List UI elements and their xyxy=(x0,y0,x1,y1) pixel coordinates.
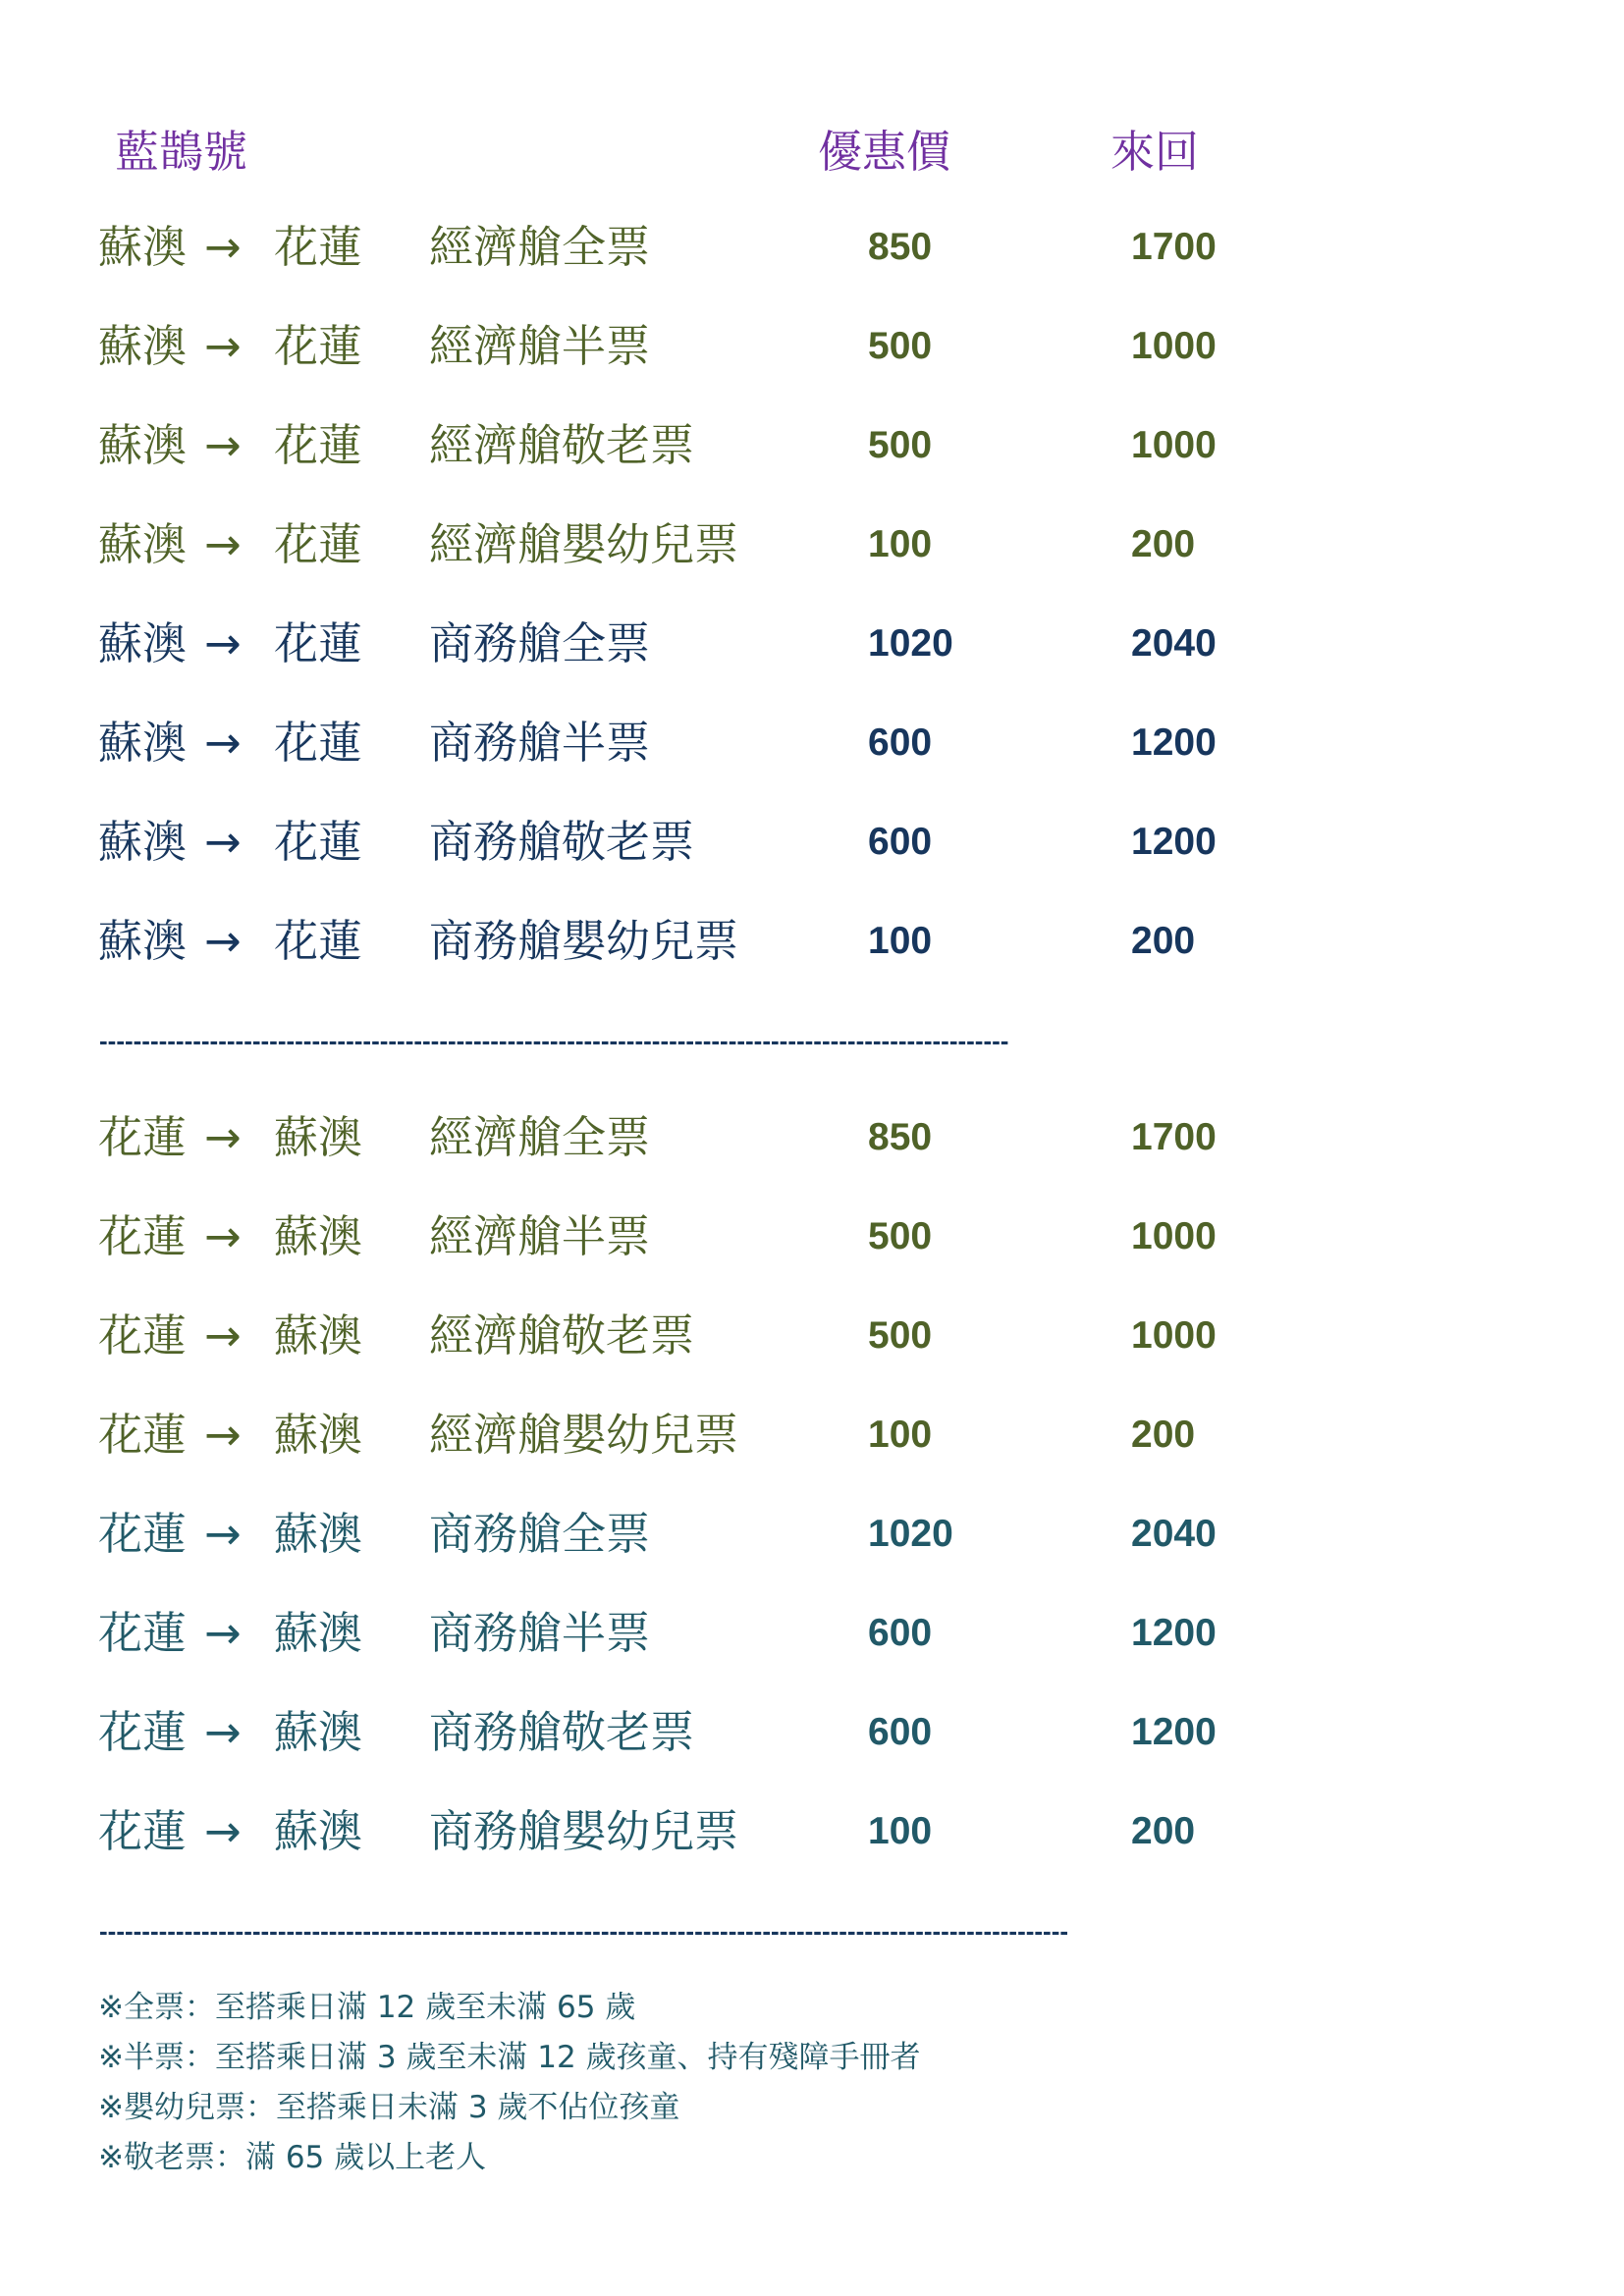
round-trip-price: 1200 xyxy=(1131,1612,1217,1654)
fare-row xyxy=(0,1202,1624,1271)
destination: 蘇澳 xyxy=(274,1111,363,1163)
ship-name: 藍鵲號 xyxy=(115,126,248,178)
right-arrow-icon: → xyxy=(204,419,242,471)
fare-row xyxy=(0,411,1624,480)
fare-row xyxy=(0,1302,1624,1370)
fare-row xyxy=(0,907,1624,976)
origin: 花蓮 xyxy=(98,1409,188,1461)
discount-price: 100 xyxy=(868,523,933,565)
destination: 花蓮 xyxy=(274,816,363,868)
ticket-type: 商務艙全票 xyxy=(429,1508,651,1560)
discount-price: 600 xyxy=(868,1711,933,1753)
note-full-fare: ※全票：至搭乘日滿 12 歲至未滿 65 歲 xyxy=(98,1990,636,2025)
right-arrow-icon: → xyxy=(204,1508,242,1560)
note-half-fare: ※半票：至搭乘日滿 3 歲至未滿 12 歲孩童、持有殘障手冊者 xyxy=(98,2040,921,2075)
destination: 蘇澳 xyxy=(274,1210,363,1262)
round-trip-price: 2040 xyxy=(1131,1513,1217,1555)
origin: 蘇澳 xyxy=(98,419,188,471)
section-divider: ------------------------------------------------------------------------------------------------------------------ xyxy=(99,1916,1069,1946)
fare-row xyxy=(0,1401,1624,1469)
round-trip-price: 1700 xyxy=(1131,1116,1217,1158)
note-infant-fare: ※嬰幼兒票：至搭乘日未滿 3 歲不佔位孩童 xyxy=(98,2090,680,2125)
round-trip-price: 200 xyxy=(1131,920,1196,962)
ticket-type: 經濟艙半票 xyxy=(429,320,651,372)
discount-price: 100 xyxy=(868,920,933,962)
ticket-type: 商務艙嬰幼兒票 xyxy=(429,915,739,967)
destination: 花蓮 xyxy=(274,617,363,669)
destination: 花蓮 xyxy=(274,717,363,769)
destination: 蘇澳 xyxy=(274,1309,363,1362)
origin: 蘇澳 xyxy=(98,717,188,769)
fare-row xyxy=(0,312,1624,381)
right-arrow-icon: → xyxy=(204,1409,242,1461)
round-trip-price: 1000 xyxy=(1131,424,1217,466)
round-trip-price: 1200 xyxy=(1131,721,1217,764)
destination: 花蓮 xyxy=(274,915,363,967)
discount-price: 850 xyxy=(868,226,933,268)
round-trip-price: 200 xyxy=(1131,1810,1196,1852)
destination: 蘇澳 xyxy=(274,1508,363,1560)
fare-row xyxy=(0,510,1624,579)
discount-price: 850 xyxy=(868,1116,933,1158)
fare-row xyxy=(0,1103,1624,1172)
right-arrow-icon: → xyxy=(204,617,242,669)
origin: 蘇澳 xyxy=(98,221,188,273)
fare-row xyxy=(0,709,1624,777)
fare-row xyxy=(0,213,1624,282)
right-arrow-icon: → xyxy=(204,816,242,868)
right-arrow-icon: → xyxy=(204,320,242,372)
origin: 花蓮 xyxy=(98,1210,188,1262)
fare-row xyxy=(0,808,1624,877)
ticket-type: 經濟艙敬老票 xyxy=(429,1309,695,1362)
destination: 花蓮 xyxy=(274,419,363,471)
discount-price: 600 xyxy=(868,821,933,863)
ticket-type: 經濟艙嬰幼兒票 xyxy=(429,518,739,570)
round-trip-price: 200 xyxy=(1131,1414,1196,1456)
right-arrow-icon: → xyxy=(204,518,242,570)
note-senior-fare: ※敬老票：滿 65 歲以上老人 xyxy=(98,2140,487,2175)
right-arrow-icon: → xyxy=(204,1111,242,1163)
fare-row xyxy=(0,1797,1624,1866)
origin: 花蓮 xyxy=(98,1805,188,1857)
ticket-type: 經濟艙半票 xyxy=(429,1210,651,1262)
destination: 花蓮 xyxy=(274,518,363,570)
origin: 花蓮 xyxy=(98,1508,188,1560)
origin: 蘇澳 xyxy=(98,816,188,868)
round-trip-price: 1000 xyxy=(1131,1215,1217,1257)
discount-price-heading: 優惠價 xyxy=(818,126,951,178)
fare-row xyxy=(0,1500,1624,1569)
ticket-type: 經濟艙嬰幼兒票 xyxy=(429,1409,739,1461)
ticket-type: 商務艙半票 xyxy=(429,717,651,769)
origin: 花蓮 xyxy=(98,1706,188,1758)
discount-price: 1020 xyxy=(868,622,953,665)
right-arrow-icon: → xyxy=(204,221,242,273)
origin: 蘇澳 xyxy=(98,320,188,372)
round-trip-price: 1200 xyxy=(1131,1711,1217,1753)
origin: 蘇澳 xyxy=(98,617,188,669)
right-arrow-icon: → xyxy=(204,915,242,967)
right-arrow-icon: → xyxy=(204,1210,242,1262)
round-trip-price: 1700 xyxy=(1131,226,1217,268)
discount-price: 500 xyxy=(868,325,933,367)
fare-table-header xyxy=(0,116,1624,185)
discount-price: 500 xyxy=(868,1215,933,1257)
right-arrow-icon: → xyxy=(204,1805,242,1857)
round-trip-price: 1000 xyxy=(1131,1314,1217,1357)
right-arrow-icon: → xyxy=(204,1309,242,1362)
fare-row xyxy=(0,1599,1624,1668)
round-trip-heading: 來回 xyxy=(1110,126,1200,178)
ticket-type: 商務艙嬰幼兒票 xyxy=(429,1805,739,1857)
ticket-type: 商務艙敬老票 xyxy=(429,816,695,868)
ticket-notes xyxy=(98,1983,1473,2183)
ticket-type: 商務艙半票 xyxy=(429,1607,651,1659)
destination: 蘇澳 xyxy=(274,1607,363,1659)
destination: 蘇澳 xyxy=(274,1409,363,1461)
right-arrow-icon: → xyxy=(204,1607,242,1659)
right-arrow-icon: → xyxy=(204,717,242,769)
fare-row xyxy=(0,1698,1624,1767)
destination: 蘇澳 xyxy=(274,1706,363,1758)
round-trip-price: 200 xyxy=(1131,523,1196,565)
discount-price: 600 xyxy=(868,721,933,764)
ticket-type: 商務艙敬老票 xyxy=(429,1706,695,1758)
ticket-type: 商務艙全票 xyxy=(429,617,651,669)
destination: 花蓮 xyxy=(274,221,363,273)
round-trip-price: 2040 xyxy=(1131,622,1217,665)
discount-price: 500 xyxy=(868,1314,933,1357)
section-divider: ----------------------------------------------------------------------------------------------------------- xyxy=(99,1026,1009,1055)
right-arrow-icon: → xyxy=(204,1706,242,1758)
discount-price: 500 xyxy=(868,424,933,466)
discount-price: 1020 xyxy=(868,1513,953,1555)
origin: 花蓮 xyxy=(98,1607,188,1659)
ticket-type: 經濟艙全票 xyxy=(429,1111,651,1163)
origin: 花蓮 xyxy=(98,1111,188,1163)
destination: 蘇澳 xyxy=(274,1805,363,1857)
origin: 蘇澳 xyxy=(98,518,188,570)
destination: 花蓮 xyxy=(274,320,363,372)
ticket-type: 經濟艙全票 xyxy=(429,221,651,273)
fare-row xyxy=(0,610,1624,678)
origin: 花蓮 xyxy=(98,1309,188,1362)
discount-price: 100 xyxy=(868,1414,933,1456)
discount-price: 600 xyxy=(868,1612,933,1654)
discount-price: 100 xyxy=(868,1810,933,1852)
origin: 蘇澳 xyxy=(98,915,188,967)
ticket-type: 經濟艙敬老票 xyxy=(429,419,695,471)
round-trip-price: 1000 xyxy=(1131,325,1217,367)
round-trip-price: 1200 xyxy=(1131,821,1217,863)
